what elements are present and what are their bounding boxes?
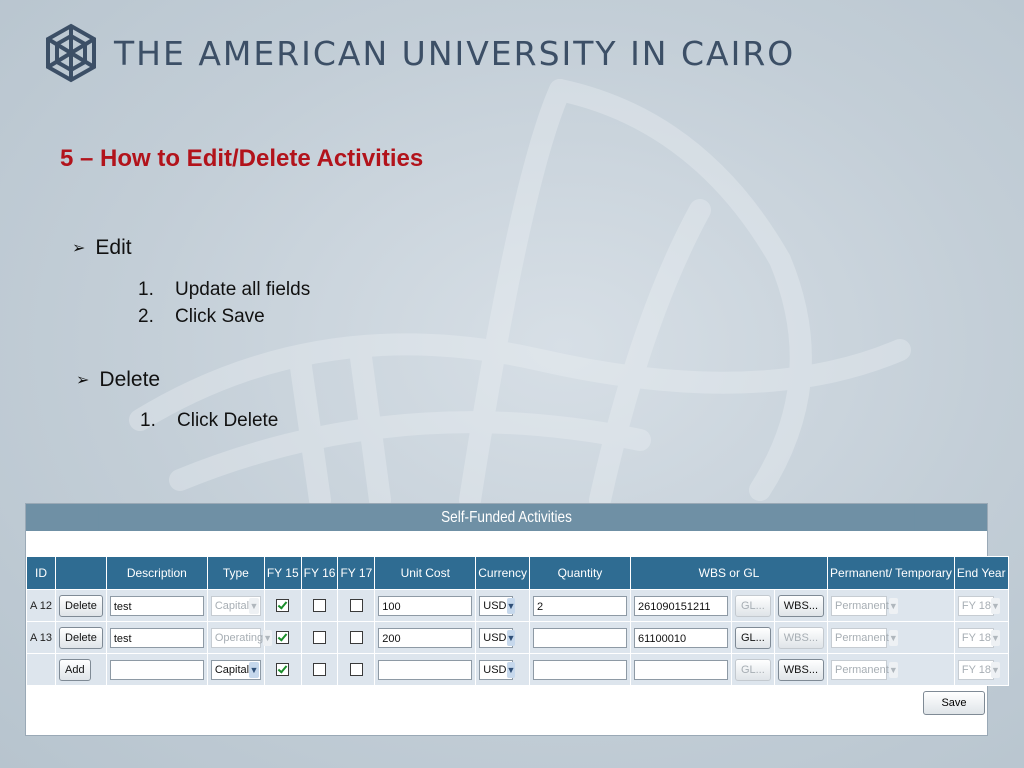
column-header: Unit Cost [375, 557, 476, 590]
fy16-checkbox[interactable] [313, 599, 326, 612]
chevron-down-icon: ▼ [991, 598, 1000, 614]
unit-cost-input[interactable]: 100 [378, 596, 472, 616]
column-header: FY 16 [301, 557, 338, 590]
currency-select[interactable]: USD ▼ [479, 596, 513, 616]
description-input[interactable]: test [110, 628, 204, 648]
step-item: 1. Update all fields [138, 279, 311, 300]
chevron-down-icon: ▼ [249, 662, 259, 678]
fy16-checkbox[interactable] [313, 663, 326, 676]
bullet-label: Delete [99, 368, 161, 391]
self-funded-activities-panel [25, 503, 1006, 736]
row-id: A 13 [27, 622, 56, 654]
chevron-down-icon: ▼ [507, 630, 516, 646]
chevron-down-icon: ▼ [889, 662, 898, 678]
wbs-button[interactable]: WBS... [778, 627, 824, 649]
row-action-button[interactable]: Delete [59, 595, 103, 617]
description-input[interactable] [110, 660, 204, 680]
chevron-down-icon: ▼ [889, 630, 898, 646]
header [40, 22, 1000, 84]
chevron-down-icon: ▼ [249, 598, 259, 614]
fy15-checkbox[interactable] [276, 631, 289, 644]
table-header-row [27, 557, 1009, 590]
row-id: A 12 [27, 590, 56, 622]
column-header: ID [27, 557, 56, 590]
end-year-select[interactable]: FY 18 ▼ [958, 628, 994, 648]
chevron-down-icon: ▼ [991, 662, 1000, 678]
step-item: 1. Click Delete [140, 410, 279, 431]
currency-select[interactable]: USD ▼ [479, 628, 513, 648]
fy17-checkbox[interactable] [350, 663, 363, 676]
gl-button[interactable]: GL... [735, 627, 771, 649]
bullet-label: Edit [95, 236, 132, 259]
chevron-down-icon: ▼ [263, 630, 272, 646]
chevron-down-icon: ▼ [507, 598, 516, 614]
university-name: THE AMERICAN UNIVERSITY IN CAIRO [114, 33, 796, 73]
chevron-down-icon: ▼ [991, 630, 1000, 646]
wbs-gl-input[interactable]: 261090151211 [634, 596, 728, 616]
column-header: WBS or GL [630, 557, 827, 590]
column-header: Quantity [529, 557, 630, 590]
wbs-button[interactable]: WBS... [778, 595, 824, 617]
end-year-select[interactable]: FY 18 ▼ [958, 596, 994, 616]
column-header: Type [207, 557, 264, 590]
panel-title: Self-Funded Activities [98, 504, 915, 531]
permanent-temporary-select[interactable]: Permanent ▼ [831, 628, 887, 648]
fy15-checkbox[interactable] [276, 663, 289, 676]
wbs-button[interactable]: WBS... [778, 659, 824, 681]
arrow-bullet-icon: ➢ [76, 372, 90, 389]
chevron-down-icon: ▼ [507, 662, 516, 678]
wbs-gl-input[interactable] [634, 660, 728, 680]
quantity-input[interactable] [533, 628, 627, 648]
bullet-delete [76, 368, 160, 392]
permanent-temporary-select[interactable]: Permanent ▼ [831, 596, 887, 616]
type-select[interactable]: Capital ▼ [211, 596, 261, 616]
gl-button[interactable]: GL... [735, 595, 771, 617]
fy17-checkbox[interactable] [350, 599, 363, 612]
row-action-button[interactable]: Delete [59, 627, 103, 649]
column-header: FY 17 [338, 557, 375, 590]
description-input[interactable]: test [110, 596, 204, 616]
fy17-checkbox[interactable] [350, 631, 363, 644]
quantity-input[interactable] [533, 660, 627, 680]
slide-title: 5 – How to Edit/Delete Activities [60, 145, 424, 172]
column-header: End Year [954, 557, 1008, 590]
column-header [56, 557, 107, 590]
currency-select[interactable]: USD ▼ [479, 660, 513, 680]
quantity-input[interactable]: 2 [533, 596, 627, 616]
column-header: Currency [476, 557, 530, 590]
arrow-bullet-icon: ➢ [72, 240, 86, 257]
save-button[interactable]: Save [923, 691, 985, 715]
activities-table [26, 556, 1009, 686]
fy16-checkbox[interactable] [313, 631, 326, 644]
bullet-edit [72, 236, 132, 260]
chevron-down-icon: ▼ [889, 598, 898, 614]
table-row [27, 590, 1009, 622]
table-row [27, 654, 1009, 686]
unit-cost-input[interactable] [378, 660, 472, 680]
type-select[interactable]: Operating ▼ [211, 628, 261, 648]
permanent-temporary-select[interactable]: Permanent ▼ [831, 660, 887, 680]
table-row [27, 622, 1009, 654]
gl-button[interactable]: GL... [735, 659, 771, 681]
column-header: Permanent/ Temporary [828, 557, 955, 590]
end-year-select[interactable]: FY 18 ▼ [958, 660, 994, 680]
step-item: 2. Click Save [138, 306, 265, 327]
unit-cost-input[interactable]: 200 [378, 628, 472, 648]
column-header: Description [106, 557, 207, 590]
fy15-checkbox[interactable] [276, 599, 289, 612]
column-header: FY 15 [264, 557, 301, 590]
type-select[interactable]: Capital ▼ [211, 660, 261, 680]
auc-logo-icon [40, 22, 102, 84]
wbs-gl-input[interactable]: 61100010 [634, 628, 728, 648]
row-id [27, 654, 56, 686]
row-action-button[interactable]: Add [59, 659, 91, 681]
